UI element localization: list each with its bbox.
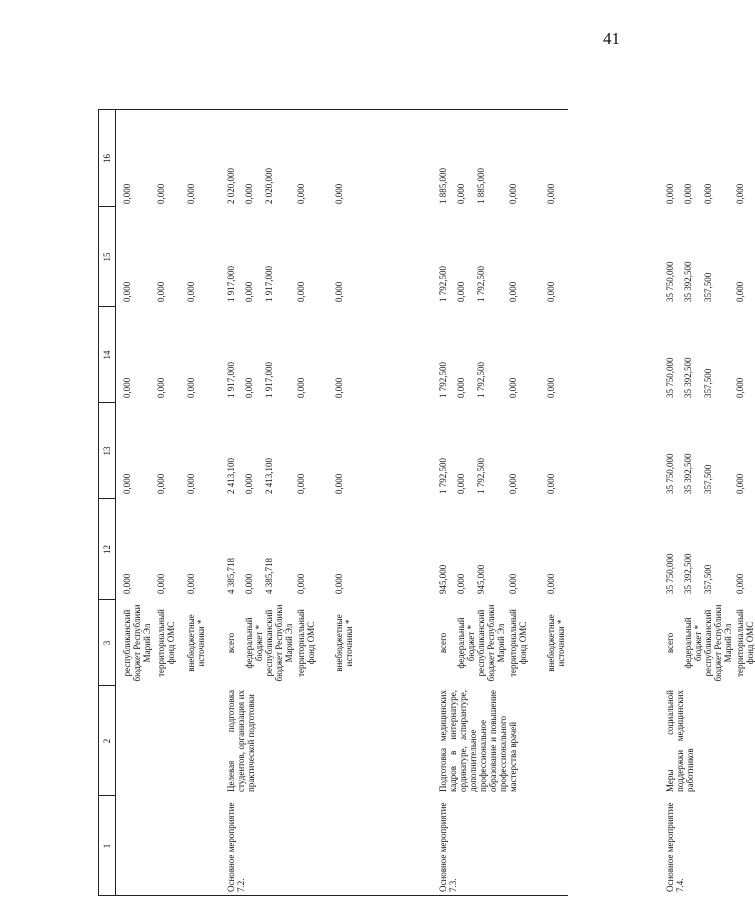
value-cell: 0,000 (735, 573, 745, 594)
value-cell: 0,000 (244, 473, 254, 494)
funding-source-cell: территориальный фонд ОМС (508, 609, 528, 677)
value-cell: 0,000 (244, 573, 254, 594)
funding-source-cell: территориальный фонд ОМС (735, 609, 755, 677)
funding-source-cell: республиканский бюджет Республики Марий Эл (476, 604, 506, 682)
value-cell: 0,000 (456, 377, 466, 398)
value-cell: 0,000 (122, 377, 132, 398)
value-cell: 35 750,000 (665, 553, 675, 594)
value-cell: 357,500 (703, 272, 713, 302)
value-cell: 0,000 (156, 183, 166, 204)
value-cell: 0,000 (244, 183, 254, 204)
value-cell: 1 917,000 (226, 362, 236, 398)
value-cell: 0,000 (703, 183, 713, 204)
funding-source-cell: республиканский бюджет Республики Марий Эл (264, 604, 294, 682)
value-cell: 0,000 (735, 473, 745, 494)
value-cell: 357,500 (703, 564, 713, 594)
value-cell: 0,000 (665, 183, 675, 204)
value-cell: 0,000 (456, 573, 466, 594)
column-header: 12 (102, 545, 112, 554)
measure-description: Меры социальной поддержки медицинских работников (665, 690, 695, 792)
value-cell: 1 917,000 (264, 266, 274, 302)
value-cell: 35 392,500 (683, 261, 693, 302)
funding-source-cell: всего (226, 632, 236, 654)
value-cell: 0,000 (508, 183, 518, 204)
value-cell: 2 020,000 (226, 168, 236, 204)
value-cell: 4 385,718 (226, 558, 236, 594)
column-header: 1 (102, 843, 112, 849)
value-cell: 1 792,500 (438, 266, 448, 302)
value-cell: 0,000 (508, 281, 518, 302)
value-cell: 357,500 (703, 368, 713, 398)
table-top-border (98, 110, 99, 896)
funding-source-cell: всего (438, 632, 448, 654)
value-cell: 0,000 (735, 183, 745, 204)
value-cell: 0,000 (296, 473, 306, 494)
value-cell: 0,000 (456, 281, 466, 302)
value-cell: 0,000 (334, 377, 344, 398)
value-cell: 357,500 (703, 464, 713, 494)
value-cell: 0,000 (186, 281, 196, 302)
value-cell: 1 917,000 (264, 362, 274, 398)
value-cell: 1 885,000 (476, 168, 486, 204)
value-cell: 0,000 (334, 473, 344, 494)
value-cell: 0,000 (296, 281, 306, 302)
value-cell: 1 792,500 (438, 362, 448, 398)
value-cell: 2 413,100 (264, 458, 274, 494)
value-cell: 0,000 (546, 281, 556, 302)
column-divider (98, 895, 568, 896)
value-cell: 1 885,000 (438, 168, 448, 204)
value-cell: 0,000 (122, 573, 132, 594)
value-cell: 0,000 (683, 183, 693, 204)
value-cell: 0,000 (334, 573, 344, 594)
column-header: 14 (102, 350, 112, 360)
value-cell: 0,000 (156, 573, 166, 594)
value-cell: 2 413,100 (226, 458, 236, 494)
value-cell: 1 792,500 (438, 458, 448, 494)
page-number: 41 (603, 29, 620, 48)
funding-source-cell: республиканский бюджет Республики Марий Эл (703, 604, 733, 682)
value-cell: 0,000 (546, 573, 556, 594)
value-cell: 0,000 (122, 183, 132, 204)
value-cell: 4 385,718 (264, 558, 274, 594)
value-cell: 0,000 (334, 281, 344, 302)
column-header: 15 (102, 252, 112, 262)
column-header: 2 (102, 738, 112, 744)
value-cell: 35 750,000 (665, 261, 675, 302)
value-cell: 0,000 (735, 281, 745, 302)
value-cell: 35 750,000 (665, 357, 675, 398)
column-header: 3 (102, 640, 112, 646)
measure-name: Основное мероприятие 7.4. (665, 802, 685, 892)
value-cell: 0,000 (546, 183, 556, 204)
value-cell: 0,000 (244, 281, 254, 302)
value-cell: 35 392,500 (683, 357, 693, 398)
table-header-border (115, 110, 116, 896)
value-cell: 1 792,500 (476, 458, 486, 494)
funding-source-cell: внебюджетные источники * (546, 614, 566, 672)
funding-source-cell: внебюджетные источники * (334, 614, 354, 672)
value-cell: 0,000 (508, 377, 518, 398)
measure-name: Основное мероприятие 7.2. (226, 802, 246, 892)
value-cell: 35 392,500 (683, 553, 693, 594)
measure-name: Основное мероприятие 7.3. (438, 802, 458, 892)
value-cell: 0,000 (296, 573, 306, 594)
value-cell: 1 792,500 (476, 266, 486, 302)
value-cell: 0,000 (156, 377, 166, 398)
funding-source-cell: федеральный бюджет * (683, 617, 703, 669)
value-cell: 0,000 (546, 473, 556, 494)
funding-source-cell: всего (665, 632, 675, 654)
funding-source-cell: федеральный бюджет * (456, 617, 476, 669)
value-cell: 0,000 (735, 377, 745, 398)
value-cell: 1 917,000 (226, 266, 236, 302)
value-cell: 2 020,000 (264, 168, 274, 204)
value-cell: 0,000 (296, 377, 306, 398)
value-cell: 35 392,500 (683, 453, 693, 494)
value-cell: 945,000 (438, 564, 448, 594)
value-cell: 945,000 (476, 564, 486, 594)
measure-description: Целевая подготовка студентов, организация их практической подготовки (226, 690, 256, 792)
measure-description: Подготовка медицинских кадров в интернатуре, ординатуре, аспирантуре, дополнительное профессиональное образование и повышение профессионального мастерства врачей (438, 690, 518, 792)
value-cell: 0,000 (122, 281, 132, 302)
funding-source-cell: территориальный фонд ОМС (296, 609, 316, 677)
value-cell: 0,000 (456, 473, 466, 494)
value-cell: 0,000 (156, 473, 166, 494)
column-header: 16 (102, 154, 112, 163)
value-cell: 0,000 (122, 473, 132, 494)
value-cell: 35 750,000 (665, 453, 675, 494)
funding-source-cell: республиканский бюджет Республики Марий Эл (122, 604, 152, 682)
value-cell: 0,000 (244, 377, 254, 398)
value-cell: 0,000 (156, 281, 166, 302)
value-cell: 0,000 (186, 473, 196, 494)
value-cell: 0,000 (508, 473, 518, 494)
value-cell: 0,000 (186, 377, 196, 398)
value-cell: 0,000 (296, 183, 306, 204)
value-cell: 1 792,500 (476, 362, 486, 398)
funding-source-cell: территориальный фонд ОМС (156, 609, 176, 677)
value-cell: 0,000 (546, 377, 556, 398)
funding-source-cell: федеральный бюджет * (244, 617, 264, 669)
funding-source-cell: внебюджетные источники * (186, 614, 206, 672)
budget-table (98, 36, 755, 896)
value-cell: 0,000 (186, 573, 196, 594)
value-cell: 0,000 (334, 183, 344, 204)
value-cell: 0,000 (186, 183, 196, 204)
value-cell: 0,000 (456, 183, 466, 204)
value-cell: 0,000 (508, 573, 518, 594)
column-header: 13 (102, 446, 112, 456)
column-divider (98, 109, 568, 110)
